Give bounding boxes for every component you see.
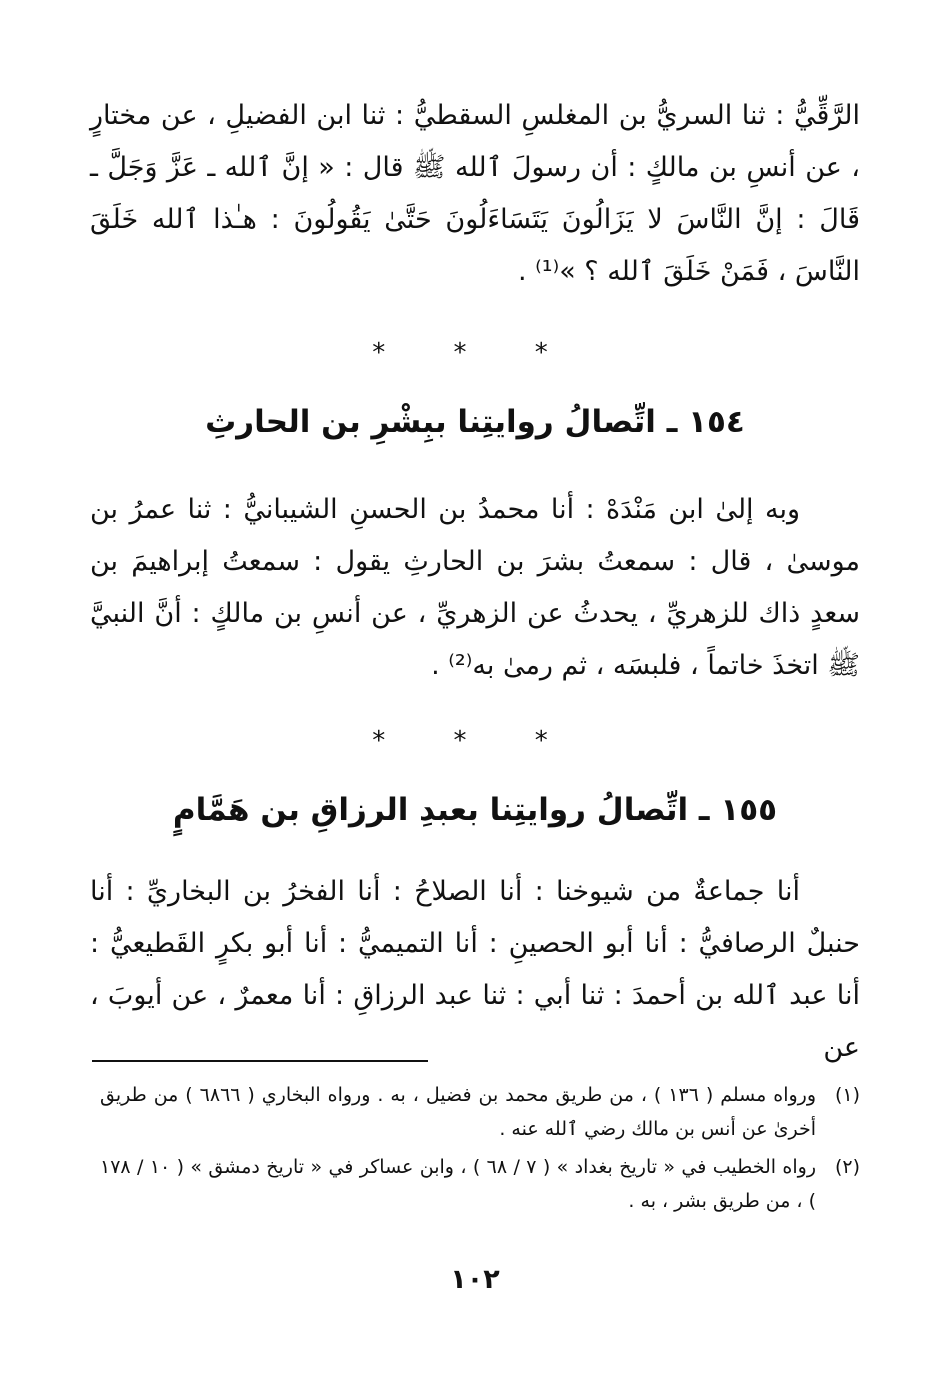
body-paragraph-3: أنا جماعةٌ من شيوخنا : أنا الصلاحُ : أنا الفخرُ بن البخاريِّ : أنا حنبلٌ الرصافيُّ : أنا أبو الحصينِ : أنا التميميُّ : أنا أبو بكرٍ القَطيعيُّ : أنا عبد ٱلله بن أحمدَ : ثنا أبي : ثنا عبد الرزاقِ : أنا معمرٌ ، عن أيوبَ ، عن	[90, 876, 860, 1063]
footnote-item	[90, 1078, 860, 1146]
footnote-number: (١)	[834, 1084, 860, 1106]
section-heading-155: ١٥٥ ـ اتِّصالُ روايتِنا بعبدِ الرزاقِ بن هَمَّامٍ	[172, 792, 778, 828]
book-page	[90, 0, 860, 1395]
section-separator-stars: * * *	[372, 726, 578, 756]
footnote-text: ورواه مسلم ( ١٣٦ ) ، من طريق محمد بن فضيل ، به . ورواه البخاري ( ٦٨٦٦ ) من طريق أخرىٰ عن أنس بن مالك رضي ٱلله عنه .	[100, 1084, 816, 1140]
page-number: ١٠٢	[450, 1264, 500, 1295]
footnote-divider	[92, 1060, 428, 1062]
footnote-item	[90, 1150, 860, 1218]
section-heading-154: ١٥٤ ـ اتِّصالُ روايتِنا ببِشْرِ بن الحارثِ	[205, 404, 745, 440]
footnote-text: رواه الخطيب في « تاريخ بغداد » ( ٧ / ٦٨ ) ، وابن عساكر في « تاريخ دمشق » ( ١٠ / ١٧٨ ) ، من طريق بشر ، به .	[100, 1156, 817, 1212]
body-paragraph-2: وبه إلىٰ ابن مَنْدَهْ : أنا محمدُ بن الحسنِ الشيبانيُّ : ثنا عمرُ بن موسىٰ ، قال : سمعتُ بشرَ بن الحارثِ يقول : سمعتُ إبراهيمَ بن سعدٍ ذاك للزهريِّ ، يحدثُ عن الزهريِّ ، عن أنسِ بن مالكٍ : أنَّ النبيَّ ﷺ اتخذَ خاتماً ، فلبسَه ، ثم رمىٰ به⁽²⁾ .	[90, 494, 860, 681]
body-paragraph-1: الرَّقِّيُّ : ثنا السريُّ بن المغلسِ السقطيُّ : ثنا ابن الفضيلِ ، عن مختارٍ ، عن أنسِ بن مالكٍ : أن رسولَ ٱلله ﷺ قال : « إنَّ ٱلله ـ عَزَّ وَجَلَّ ـ قَالَ : إنَّ النَّاسَ لا يَزَالُونَ يَتَسَاءَلُونَ حَتَّىٰ يَقُولُونَ : هـٰذا ٱلله خَلَقَ النَّاسَ ، فَمَنْ خَلَقَ ٱلله ؟ »⁽¹⁾ .	[90, 100, 860, 287]
footnote-number: (٢)	[834, 1156, 860, 1178]
footnotes	[90, 1078, 860, 1222]
section-separator-stars: * * *	[372, 338, 578, 368]
